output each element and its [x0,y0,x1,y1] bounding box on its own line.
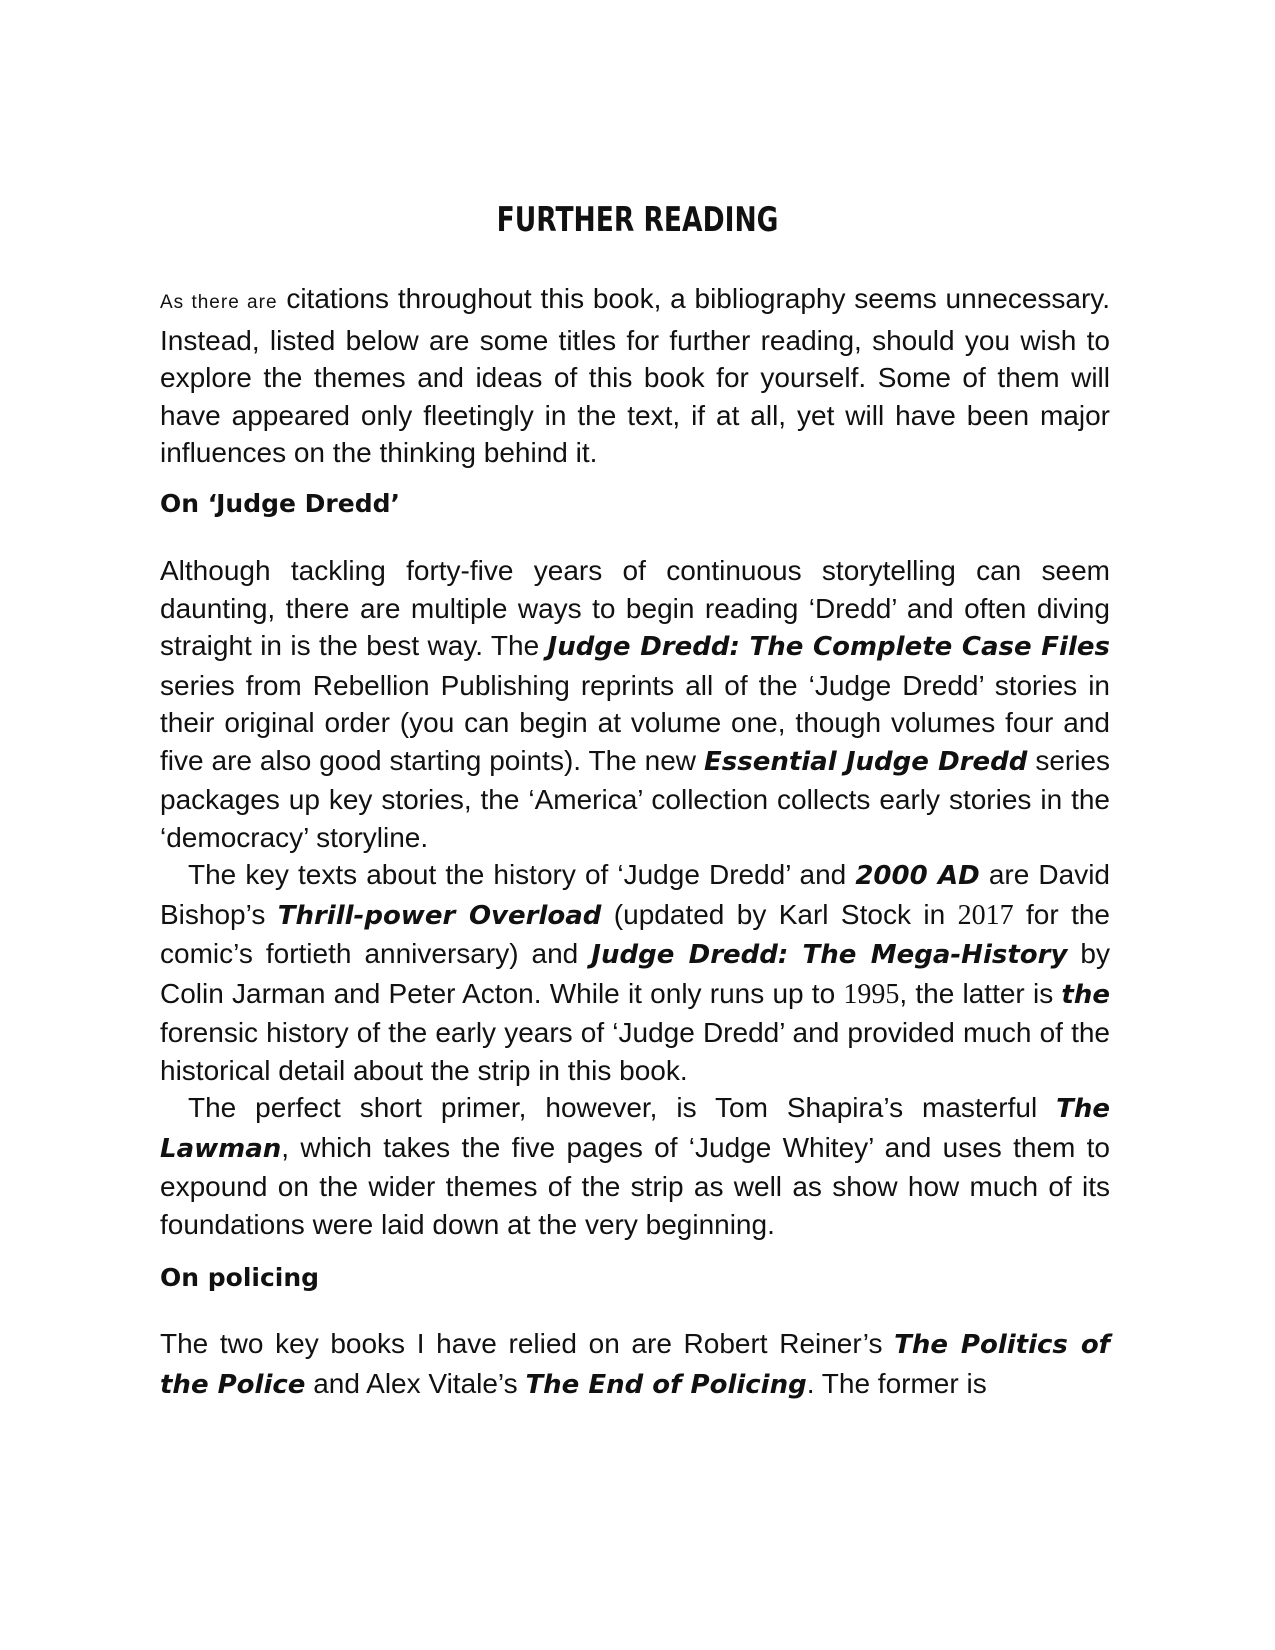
policing-paragraph-1 [160,1325,1110,1404]
text-run: The key texts about the history of ‘Judge Dredd’ and [188,859,856,890]
text-run: for the comic’s fortieth anniversary) and [160,898,1110,969]
text-run: by Colin Jarman and Peter Acton. While it only runs up to [160,938,1110,1009]
text-run: (updated by Karl Stock in [601,898,958,930]
page-title: FURTHER READING [496,200,779,240]
year: 1995 [843,978,900,1010]
text-run: Although tackling forty-five years of continuous storytelling can seem daunting, there are multiple ways to begin reading ‘Dredd’ and often diving straight in is the best way. The [160,555,1110,661]
book-title: The Lawman [160,1094,1110,1164]
book-title: Judge Dredd: The Complete Case Files [547,632,1110,662]
text-run: forensic history of the early years of ‘Judge Dredd’ and provided much of the historical detail about the strip in this book. [160,1017,1110,1086]
text-run: The perfect short primer, however, is Tom Shapira’s masterful [188,1092,1057,1123]
book-title: Judge Dredd: The Mega-History [591,940,1068,970]
text-run: and Alex Vitale’s [305,1367,526,1399]
dredd-paragraph-1 [160,552,1110,1243]
text-run: . The former is [806,1367,987,1399]
emphasis: the [1061,979,1110,1010]
book-title: Essential Judge Dredd [703,746,1028,777]
text-run: are David Bishop’s [160,859,1110,930]
book-title: 2000 AD [855,861,980,891]
text-run: , the latter is [899,977,1062,1009]
book-title: Thrill-power Overload [277,900,602,931]
text-run: The two key books I have relied on are Robert Reiner’s [160,1328,895,1359]
year: 2017 [957,899,1014,931]
text-run: series packages up key stories, the ‘America’ collection collects early stories in the ‘democracy’ storyline. [160,744,1111,853]
section-heading-policing: On policing [160,1263,320,1292]
intro-paragraph [160,280,1110,472]
intro-text: citations throughout this book, a bibliography seems unnecessary. Instead, listed below are some titles for further reading, should you wish to explore the themes and ideas of this book for yourself. Some of them will have appeared only fleetingly in the text, if at all, yet will have been major influences on the thinking behind it. [160,283,1111,468]
book-title: The Politics of the Police [160,1330,1110,1400]
section-heading-dredd: On ‘Judge Dredd’ [160,489,401,518]
text-run: series from Rebellion Publishing reprints all of the ‘Judge Dredd’ stories in their original order (you can begin at volume one, though volumes four and five are also good starting points). The new [160,669,1110,776]
text-run: , which takes the five pages of ‘Judge Whitey’ and uses them to expound on the wider themes of the strip as well as show how much of its foundations were laid down at the very beginning. [160,1131,1110,1240]
intro-small-caps-lead: As there are [160,292,278,313]
book-title: The End of Policing [525,1369,807,1400]
